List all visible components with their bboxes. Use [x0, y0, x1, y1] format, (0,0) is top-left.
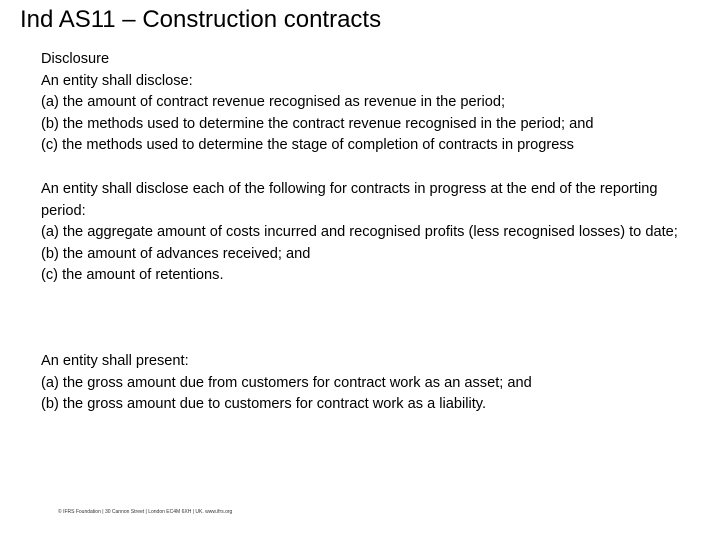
contracts-in-progress-item-c: (c) the amount of retentions. [41, 267, 224, 284]
contracts-in-progress-item-b: (b) the amount of advances received; and [41, 245, 311, 262]
disclosure-item-c: (c) the methods used to determine the stage of completion of contracts in progress [41, 137, 574, 154]
footer-copyright: © IFRS Foundation | 30 Cannon Street | London EC4M 6XH | UK. www.ifrs.org [58, 509, 233, 515]
contracts-in-progress-item-a: (a) the aggregate amount of costs incurred and recognised profits (less recognised losses) to date; [41, 224, 678, 241]
presentation-intro: An entity shall present: [41, 353, 189, 369]
disclosure-section [41, 49, 711, 157]
presentation-item-a: (a) the gross amount due from customers for contract work as an asset; and [41, 374, 532, 391]
disclosure-heading: Disclosure [41, 51, 110, 67]
disclosure-item-b: (b) the methods used to determine the contract revenue recognised in the period; and [41, 115, 594, 132]
slide-title: Ind AS11 – Construction contracts [20, 6, 382, 33]
disclosure-intro: An entity shall disclose: [41, 72, 193, 89]
presentation-section [41, 351, 711, 416]
contracts-in-progress-section [41, 179, 681, 287]
presentation-item-b: (b) the gross amount due to customers for contract work as a liability. [41, 396, 487, 413]
contracts-in-progress-intro: An entity shall disclose each of the following for contracts in progress at the end of the reporting period: [41, 181, 658, 219]
disclosure-item-a: (a) the amount of contract revenue recognised as revenue in the period; [41, 94, 506, 111]
